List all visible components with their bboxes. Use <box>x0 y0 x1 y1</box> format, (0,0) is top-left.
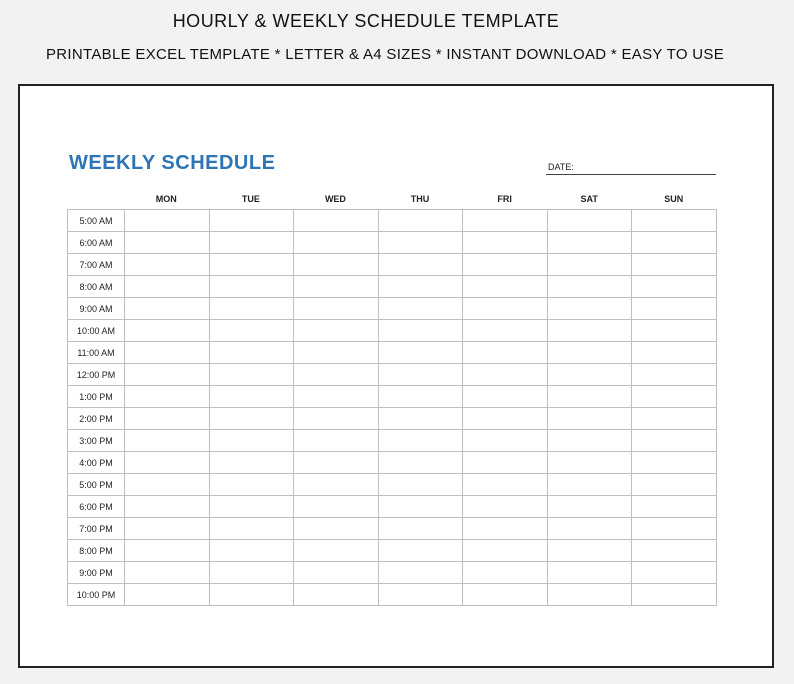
slot-cell-thu[interactable] <box>378 210 463 232</box>
time-label: 7:00 PM <box>68 518 125 540</box>
slot-cell-thu[interactable] <box>378 342 463 364</box>
slot-cell-mon[interactable] <box>125 518 210 540</box>
time-label: 5:00 AM <box>68 210 125 232</box>
time-label: 10:00 AM <box>68 320 125 342</box>
date-label: DATE: <box>548 162 574 172</box>
time-label: 12:00 PM <box>68 364 125 386</box>
slot-cell-thu[interactable] <box>378 474 463 496</box>
slot-cell-thu[interactable] <box>378 364 463 386</box>
slot-cell-sun[interactable] <box>632 408 717 430</box>
slot-cell-tue[interactable] <box>209 342 294 364</box>
time-label: 4:00 PM <box>68 452 125 474</box>
slot-cell-tue[interactable] <box>209 562 294 584</box>
slot-cell-wed[interactable] <box>294 320 379 342</box>
slot-cell-wed[interactable] <box>294 496 379 518</box>
slot-cell-tue[interactable] <box>209 584 294 606</box>
slot-cell-tue[interactable] <box>209 386 294 408</box>
slot-cell-sun[interactable] <box>632 474 717 496</box>
slot-cell-sat[interactable] <box>547 386 632 408</box>
slot-cell-sun[interactable] <box>632 254 717 276</box>
slot-cell-mon[interactable] <box>125 474 210 496</box>
schedule-row <box>68 254 717 276</box>
slot-cell-sat[interactable] <box>547 342 632 364</box>
day-header-thu: THU <box>410 194 430 204</box>
day-header-fri: FRI <box>497 194 512 204</box>
slot-cell-tue[interactable] <box>209 496 294 518</box>
slot-cell-fri[interactable] <box>463 496 548 518</box>
schedule-row <box>68 386 717 408</box>
slot-cell-tue[interactable] <box>209 474 294 496</box>
slot-cell-sat[interactable] <box>547 232 632 254</box>
slot-cell-wed[interactable] <box>294 584 379 606</box>
slot-cell-tue[interactable] <box>209 276 294 298</box>
slot-cell-fri[interactable] <box>463 342 548 364</box>
slot-cell-fri[interactable] <box>463 562 548 584</box>
slot-cell-sat[interactable] <box>547 210 632 232</box>
slot-cell-thu[interactable] <box>378 254 463 276</box>
slot-cell-fri[interactable] <box>463 540 548 562</box>
slot-cell-sat[interactable] <box>547 430 632 452</box>
time-label: 8:00 AM <box>68 276 125 298</box>
slot-cell-sat[interactable] <box>547 496 632 518</box>
slot-cell-sun[interactable] <box>632 562 717 584</box>
schedule-title: WEEKLY SCHEDULE <box>69 152 276 174</box>
slot-cell-thu[interactable] <box>378 298 463 320</box>
slot-cell-mon[interactable] <box>125 584 210 606</box>
schedule-row <box>68 452 717 474</box>
slot-cell-thu[interactable] <box>378 430 463 452</box>
slot-cell-fri[interactable] <box>463 474 548 496</box>
slot-cell-sun[interactable] <box>632 364 717 386</box>
slot-cell-sun[interactable] <box>632 496 717 518</box>
slot-cell-wed[interactable] <box>294 386 379 408</box>
day-header-mon: MON <box>155 194 177 204</box>
slot-cell-sun[interactable] <box>632 518 717 540</box>
schedule-row <box>68 540 717 562</box>
slot-cell-thu[interactable] <box>378 386 463 408</box>
schedule-sheet <box>18 84 774 668</box>
day-header-wed: WED <box>324 194 346 204</box>
slot-cell-tue[interactable] <box>209 298 294 320</box>
slot-cell-wed[interactable] <box>294 518 379 540</box>
slot-cell-fri[interactable] <box>463 276 548 298</box>
slot-cell-fri[interactable] <box>463 254 548 276</box>
slot-cell-sat[interactable] <box>547 540 632 562</box>
slot-cell-sun[interactable] <box>632 298 717 320</box>
slot-cell-sun[interactable] <box>632 276 717 298</box>
slot-cell-mon[interactable] <box>125 298 210 320</box>
slot-cell-wed[interactable] <box>294 342 379 364</box>
slot-cell-tue[interactable] <box>209 540 294 562</box>
schedule-row <box>68 276 717 298</box>
slot-cell-sun[interactable] <box>632 342 717 364</box>
time-label: 3:00 PM <box>68 430 125 452</box>
slot-cell-thu[interactable] <box>378 584 463 606</box>
slot-cell-wed[interactable] <box>294 452 379 474</box>
slot-cell-thu[interactable] <box>378 232 463 254</box>
slot-cell-sun[interactable] <box>632 540 717 562</box>
slot-cell-fri[interactable] <box>463 430 548 452</box>
slot-cell-wed[interactable] <box>294 562 379 584</box>
time-label: 1:00 PM <box>68 386 125 408</box>
schedule-row <box>68 298 717 320</box>
time-label: 6:00 AM <box>68 232 125 254</box>
slot-cell-fri[interactable] <box>463 210 548 232</box>
slot-cell-sat[interactable] <box>547 364 632 386</box>
slot-cell-mon[interactable] <box>125 364 210 386</box>
slot-cell-fri[interactable] <box>463 452 548 474</box>
slot-cell-sat[interactable] <box>547 584 632 606</box>
slot-cell-fri[interactable] <box>463 320 548 342</box>
day-header-sat: SAT <box>580 194 598 204</box>
slot-cell-fri[interactable] <box>463 584 548 606</box>
slot-cell-tue[interactable] <box>209 518 294 540</box>
slot-cell-sat[interactable] <box>547 562 632 584</box>
day-header-row <box>124 194 716 208</box>
time-label: 8:00 PM <box>68 540 125 562</box>
slot-cell-tue[interactable] <box>209 430 294 452</box>
slot-cell-mon[interactable] <box>125 232 210 254</box>
schedule-row <box>68 474 717 496</box>
slot-cell-tue[interactable] <box>209 452 294 474</box>
schedule-row <box>68 342 717 364</box>
slot-cell-wed[interactable] <box>294 298 379 320</box>
slot-cell-sun[interactable] <box>632 320 717 342</box>
slot-cell-sat[interactable] <box>547 474 632 496</box>
slot-cell-sat[interactable] <box>547 298 632 320</box>
time-label: 9:00 AM <box>68 298 125 320</box>
slot-cell-mon[interactable] <box>125 408 210 430</box>
slot-cell-wed[interactable] <box>294 430 379 452</box>
slot-cell-mon[interactable] <box>125 320 210 342</box>
slot-cell-wed[interactable] <box>294 408 379 430</box>
slot-cell-sun[interactable] <box>632 386 717 408</box>
time-label: 5:00 PM <box>68 474 125 496</box>
page-subtitle: PRINTABLE EXCEL TEMPLATE * LETTER & A4 SIZES * INSTANT DOWNLOAD * EASY TO USE <box>45 46 724 63</box>
schedule-row <box>68 430 717 452</box>
schedule-row <box>68 364 717 386</box>
slot-cell-thu[interactable] <box>378 320 463 342</box>
slot-cell-wed[interactable] <box>294 364 379 386</box>
slot-cell-wed[interactable] <box>294 276 379 298</box>
slot-cell-sat[interactable] <box>547 320 632 342</box>
slot-cell-fri[interactable] <box>463 518 548 540</box>
slot-cell-thu[interactable] <box>378 452 463 474</box>
slot-cell-fri[interactable] <box>463 298 548 320</box>
slot-cell-thu[interactable] <box>378 276 463 298</box>
slot-cell-sun[interactable] <box>632 232 717 254</box>
schedule-row <box>68 408 717 430</box>
slot-cell-thu[interactable] <box>378 562 463 584</box>
time-label: 2:00 PM <box>68 408 125 430</box>
slot-cell-sat[interactable] <box>547 452 632 474</box>
slot-cell-mon[interactable] <box>125 452 210 474</box>
slot-cell-mon[interactable] <box>125 386 210 408</box>
slot-cell-sat[interactable] <box>547 408 632 430</box>
slot-cell-mon[interactable] <box>125 276 210 298</box>
slot-cell-fri[interactable] <box>463 386 548 408</box>
date-field[interactable] <box>546 162 716 175</box>
slot-cell-sun[interactable] <box>632 584 717 606</box>
slot-cell-mon[interactable] <box>125 210 210 232</box>
slot-cell-tue[interactable] <box>209 232 294 254</box>
slot-cell-mon[interactable] <box>125 496 210 518</box>
slot-cell-sat[interactable] <box>547 276 632 298</box>
slot-cell-sat[interactable] <box>547 254 632 276</box>
slot-cell-thu[interactable] <box>378 496 463 518</box>
schedule-grid <box>67 209 717 606</box>
day-header-tue: TUE <box>241 194 260 204</box>
slot-cell-tue[interactable] <box>209 254 294 276</box>
slot-cell-sat[interactable] <box>547 518 632 540</box>
slot-cell-mon[interactable] <box>125 342 210 364</box>
slot-cell-wed[interactable] <box>294 232 379 254</box>
slot-cell-tue[interactable] <box>209 320 294 342</box>
slot-cell-wed[interactable] <box>294 540 379 562</box>
time-label: 11:00 AM <box>68 342 125 364</box>
time-label: 6:00 PM <box>68 496 125 518</box>
slot-cell-tue[interactable] <box>209 364 294 386</box>
slot-cell-sun[interactable] <box>632 210 717 232</box>
slot-cell-sun[interactable] <box>632 452 717 474</box>
slot-cell-wed[interactable] <box>294 254 379 276</box>
slot-cell-fri[interactable] <box>463 364 548 386</box>
schedule-row <box>68 518 717 540</box>
slot-cell-thu[interactable] <box>378 408 463 430</box>
slot-cell-mon[interactable] <box>125 430 210 452</box>
slot-cell-wed[interactable] <box>294 474 379 496</box>
slot-cell-fri[interactable] <box>463 232 548 254</box>
slot-cell-thu[interactable] <box>378 518 463 540</box>
slot-cell-tue[interactable] <box>209 408 294 430</box>
slot-cell-thu[interactable] <box>378 540 463 562</box>
time-label: 10:00 PM <box>68 584 125 606</box>
schedule-row <box>68 232 717 254</box>
time-label: 7:00 AM <box>68 254 125 276</box>
slot-cell-mon[interactable] <box>125 562 210 584</box>
slot-cell-sun[interactable] <box>632 430 717 452</box>
page-title: HOURLY & WEEKLY SCHEDULE TEMPLATE <box>172 11 560 31</box>
schedule-row <box>68 320 717 342</box>
slot-cell-fri[interactable] <box>463 408 548 430</box>
schedule-row <box>68 584 717 606</box>
schedule-row <box>68 210 717 232</box>
schedule-row <box>68 496 717 518</box>
day-header-sun: SUN <box>664 194 684 204</box>
time-label: 9:00 PM <box>68 562 125 584</box>
schedule-row <box>68 562 717 584</box>
slot-cell-mon[interactable] <box>125 254 210 276</box>
slot-cell-mon[interactable] <box>125 540 210 562</box>
slot-cell-tue[interactable] <box>209 210 294 232</box>
slot-cell-wed[interactable] <box>294 210 379 232</box>
